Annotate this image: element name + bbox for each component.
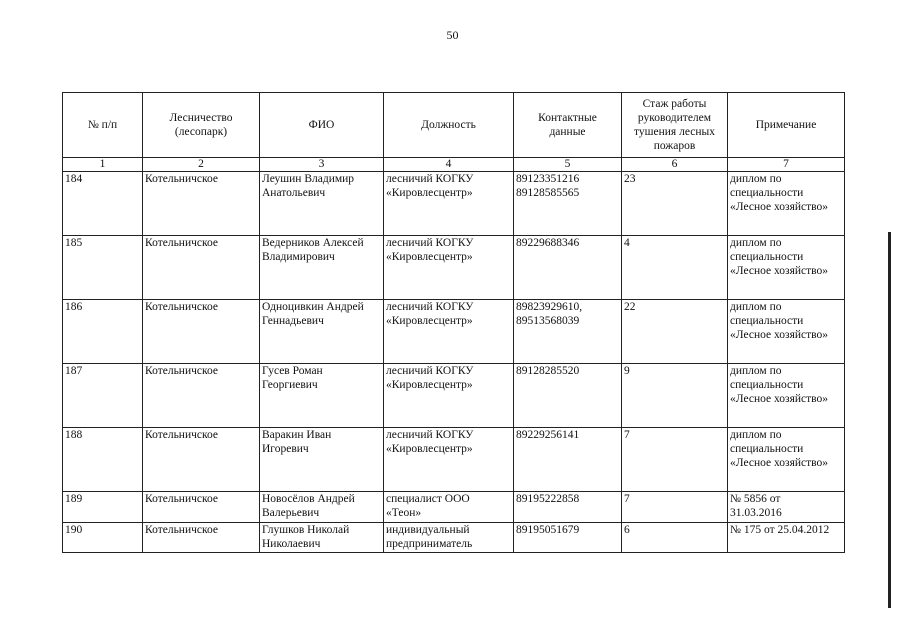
cell-line: «Лесное хозяйство» <box>730 393 829 405</box>
header-forestry <box>143 93 260 158</box>
column-number: 1 <box>63 158 143 172</box>
cell-forestry: Котельничское <box>143 364 260 428</box>
cell-experience: 9 <box>622 364 728 428</box>
cell-line: «Лесное хозяйство» <box>730 329 829 341</box>
cell-fio <box>260 364 384 428</box>
cell-line: 89229256141 <box>516 429 580 441</box>
cell-contact <box>514 492 622 523</box>
cell-contact <box>514 523 622 553</box>
cell-experience: 7 <box>622 428 728 492</box>
cell-line: руководителем <box>637 112 712 124</box>
cell-position <box>384 236 514 300</box>
cell-line: «Лесное хозяйство» <box>730 457 829 469</box>
cell-position <box>384 428 514 492</box>
cell-line: 89823929610, <box>516 301 583 313</box>
cell-line: Должность <box>421 119 476 131</box>
cell-line: Ведерников Алексей <box>262 237 364 249</box>
cell-contact <box>514 364 622 428</box>
cell-position <box>384 492 514 523</box>
cell-line: 89513568039 <box>516 315 580 327</box>
cell-line: Новосёлов Андрей <box>262 493 355 505</box>
cell-forestry: Котельничское <box>143 172 260 236</box>
cell-line: Анатольевич <box>262 187 326 199</box>
cell-forestry: Котельничское <box>143 236 260 300</box>
cell-fio <box>260 523 384 553</box>
cell-line: Геннадьевич <box>262 315 324 327</box>
cell-fio <box>260 300 384 364</box>
cell-contact <box>514 172 622 236</box>
cell-line: Лесничество <box>169 112 233 124</box>
cell-line: Примечание <box>755 119 817 131</box>
column-number: 5 <box>514 158 622 172</box>
header-fio <box>260 93 384 158</box>
cell-forestry: Котельничское <box>143 523 260 553</box>
cell-line: 89229688346 <box>516 237 580 249</box>
table-row <box>63 236 845 300</box>
cell-number: 190 <box>63 523 143 553</box>
cell-line: лесничий КОГКУ <box>386 237 474 249</box>
cell-line: Игоревич <box>262 443 309 455</box>
cell-line: пожаров <box>653 140 696 152</box>
cell-line: лесничий КОГКУ <box>386 173 474 185</box>
cell-forestry: Котельничское <box>143 492 260 523</box>
header-position <box>384 93 514 158</box>
cell-note <box>728 364 845 428</box>
cell-line: индивидуальный <box>386 524 470 536</box>
cell-line: «Кировлесцентр» <box>386 379 473 391</box>
cell-line: диплом по <box>730 173 782 185</box>
cell-line: ФИО <box>308 119 335 131</box>
cell-forestry: Котельничское <box>143 428 260 492</box>
cell-line: «Лесное хозяйство» <box>730 265 829 277</box>
cell-line: № п/п <box>87 119 118 131</box>
table-row <box>63 364 845 428</box>
column-number: 3 <box>260 158 384 172</box>
table-row <box>63 492 845 523</box>
cell-line: специальности <box>730 251 804 263</box>
cell-note <box>728 236 845 300</box>
cell-experience: 4 <box>622 236 728 300</box>
cell-note <box>728 492 845 523</box>
cell-line: диплом по <box>730 237 782 249</box>
cell-contact <box>514 236 622 300</box>
cell-line: «Кировлесцентр» <box>386 187 473 199</box>
cell-line: Гусев Роман <box>262 365 323 377</box>
cell-line: специальности <box>730 379 804 391</box>
cell-position <box>384 172 514 236</box>
cell-fio <box>260 492 384 523</box>
cell-fio <box>260 172 384 236</box>
cell-line: специальности <box>730 315 804 327</box>
scan-edge-mark <box>888 232 891 608</box>
cell-experience: 6 <box>622 523 728 553</box>
cell-line: № 5856 от <box>730 493 781 505</box>
cell-contact <box>514 428 622 492</box>
cell-line: «Кировлесцентр» <box>386 315 473 327</box>
cell-experience: 22 <box>622 300 728 364</box>
cell-line: (лесопарк) <box>174 126 228 138</box>
cell-line: 89195051679 <box>516 524 580 536</box>
column-number: 2 <box>143 158 260 172</box>
cell-line: специальности <box>730 443 804 455</box>
cell-line: тушения лесных <box>634 126 715 138</box>
cell-line: Глушков Николай <box>262 524 350 536</box>
cell-number: 186 <box>63 300 143 364</box>
table-row <box>63 300 845 364</box>
cell-line: диплом по <box>730 365 782 377</box>
cell-line: лесничий КОГКУ <box>386 429 474 441</box>
cell-line: Николаевич <box>262 538 321 550</box>
cell-position <box>384 300 514 364</box>
table-row <box>63 172 845 236</box>
cell-line: 89195222858 <box>516 493 580 505</box>
cell-line: «Теон» <box>386 507 422 519</box>
cell-line: диплом по <box>730 429 782 441</box>
cell-note <box>728 523 845 553</box>
cell-note <box>728 428 845 492</box>
cell-fio <box>260 236 384 300</box>
cell-line: «Кировлесцентр» <box>386 251 473 263</box>
cell-forestry: Котельничское <box>143 300 260 364</box>
cell-fio <box>260 428 384 492</box>
cell-line: «Кировлесцентр» <box>386 443 473 455</box>
cell-line: Валерьевич <box>262 507 320 519</box>
column-number: 6 <box>622 158 728 172</box>
cell-position <box>384 364 514 428</box>
cell-number: 185 <box>63 236 143 300</box>
cell-line: специалист ООО <box>386 493 470 505</box>
cell-line: 89123351216 <box>516 173 580 185</box>
cell-experience: 7 <box>622 492 728 523</box>
cell-number: 189 <box>63 492 143 523</box>
cell-line: Леушин Владимир <box>262 173 355 185</box>
cell-contact <box>514 300 622 364</box>
cell-number: 184 <box>63 172 143 236</box>
cell-line: 89128285520 <box>516 365 580 377</box>
column-number: 4 <box>384 158 514 172</box>
cell-line: лесничий КОГКУ <box>386 365 474 377</box>
cell-line: данные <box>549 126 586 138</box>
cell-line: лесничий КОГКУ <box>386 301 474 313</box>
table-row <box>63 523 845 553</box>
cell-line: Контактные <box>538 112 597 124</box>
header-note <box>728 93 845 158</box>
cell-line: 89128585565 <box>516 187 580 199</box>
cell-number: 188 <box>63 428 143 492</box>
page-number: 50 <box>446 28 459 42</box>
cell-experience: 23 <box>622 172 728 236</box>
cell-number: 187 <box>63 364 143 428</box>
column-number: 7 <box>728 158 845 172</box>
table-row <box>63 428 845 492</box>
column-number-row <box>63 158 845 172</box>
cell-line: диплом по <box>730 301 782 313</box>
header-experience <box>622 93 728 158</box>
cell-line: Варакин Иван <box>262 429 332 441</box>
cell-line: Одноцивкин Андрей <box>262 301 364 313</box>
cell-line: Владимирович <box>262 251 335 263</box>
header-row <box>63 93 845 158</box>
cell-note <box>728 172 845 236</box>
cell-line: специальности <box>730 187 804 199</box>
cell-note <box>728 300 845 364</box>
header-contact <box>514 93 622 158</box>
cell-line: предприниматель <box>386 538 473 550</box>
forestry-staff-table <box>62 92 845 553</box>
cell-line: «Лесное хозяйство» <box>730 201 829 213</box>
header-number <box>63 93 143 158</box>
cell-position <box>384 523 514 553</box>
cell-line: Георгиевич <box>262 379 318 391</box>
cell-line: № 175 от 25.04.2012 <box>730 524 830 536</box>
cell-line: 31.03.2016 <box>730 507 782 519</box>
cell-line: Стаж работы <box>642 98 707 110</box>
